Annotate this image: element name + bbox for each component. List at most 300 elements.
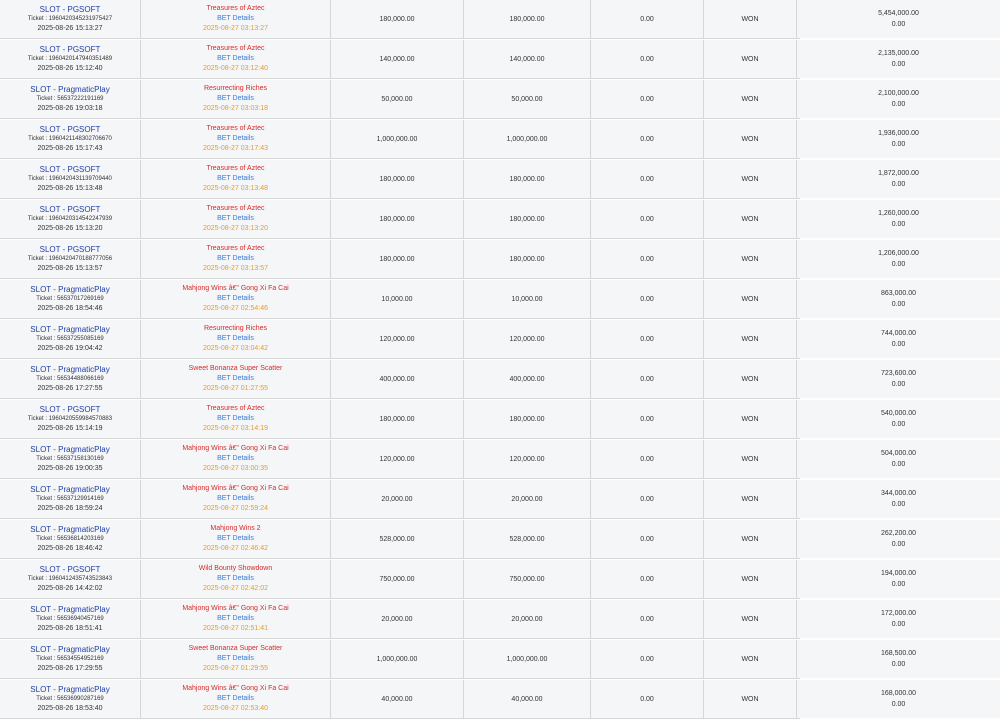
ticket-number: Ticket : 56536940457169 <box>36 615 104 622</box>
provider-link[interactable]: SLOT - PragmaticPlay <box>30 524 110 534</box>
bet-details-link[interactable]: BET Details <box>217 495 254 502</box>
bet-amount-cell <box>331 560 464 598</box>
game-name: Mahjong Wins â€" Gong Xi Fa Cai <box>182 445 289 452</box>
valid-amount: 120,000.00 <box>509 335 545 343</box>
valid-amount: 400,000.00 <box>509 375 545 383</box>
game-cell <box>141 680 331 718</box>
bet-date: 2025-08-26 15:13:27 <box>37 24 103 32</box>
bet-date: 2025-08-26 18:51:41 <box>37 624 103 632</box>
bet-amount: 180,000.00 <box>379 215 415 223</box>
game-name: Mahjong Wins â€" Gong Xi Fa Cai <box>182 485 289 492</box>
bet-amount-cell <box>331 120 464 158</box>
valid-amount: 1,000,000.00 <box>506 655 548 663</box>
win-sub-amount: 0.00 <box>891 221 906 228</box>
bet-amount: 10,000.00 <box>381 295 413 303</box>
win-amount: 1,206,000.00 <box>878 250 919 257</box>
bet-amount: 180,000.00 <box>379 255 415 263</box>
provider-cell <box>0 600 141 638</box>
bet-date: 2025-08-26 15:14:19 <box>37 424 103 432</box>
provider-link[interactable]: SLOT - PragmaticPlay <box>30 684 110 694</box>
win-amount: 262,200.00 <box>880 530 917 537</box>
provider-cell <box>0 200 141 238</box>
valid-amount-cell <box>464 40 591 78</box>
valid-amount-cell <box>464 360 591 398</box>
status-cell <box>704 400 797 438</box>
commission-cell <box>591 640 704 678</box>
game-date: 2025-08-27 03:12:40 <box>203 65 268 72</box>
valid-amount: 140,000.00 <box>509 55 545 63</box>
win-amount: 723,600.00 <box>880 370 917 377</box>
bet-amount: 40,000.00 <box>381 695 413 703</box>
status-cell <box>704 280 797 318</box>
valid-amount-cell <box>464 600 591 638</box>
commission-amount: 0.00 <box>640 375 654 383</box>
valid-amount-cell <box>464 240 591 278</box>
win-sub-amount: 0.00 <box>891 181 906 188</box>
win-amount: 2,100,000.00 <box>878 90 919 97</box>
provider-cell <box>0 280 141 318</box>
game-cell <box>141 120 331 158</box>
game-date: 2025-08-27 01:27:55 <box>203 385 268 392</box>
bet-amount: 180,000.00 <box>379 175 415 183</box>
game-name: Wild Bounty Showdown <box>198 565 273 572</box>
provider-cell <box>0 520 141 558</box>
bet-date: 2025-08-26 15:17:43 <box>37 144 103 152</box>
commission-cell <box>591 0 704 38</box>
bet-details-link[interactable]: BET Details <box>217 535 254 542</box>
bet-amount: 528,000.00 <box>379 535 415 543</box>
win-cell <box>797 160 1000 198</box>
table-row <box>0 600 917 639</box>
bet-details-link[interactable]: BET Details <box>217 295 254 302</box>
win-sub-amount: 0.00 <box>891 381 906 388</box>
table-row <box>0 320 917 359</box>
bet-amount-cell <box>331 440 464 478</box>
valid-amount: 750,000.00 <box>509 575 545 583</box>
win-amount: 1,936,000.00 <box>878 130 919 137</box>
bet-details-link[interactable]: BET Details <box>217 175 254 182</box>
ticket-number: Ticket : 1960420147940351489 <box>27 55 113 62</box>
valid-amount: 50,000.00 <box>511 95 543 103</box>
game-cell <box>141 80 331 118</box>
status-badge: WON <box>741 415 759 423</box>
win-sub-amount: 0.00 <box>891 461 906 468</box>
provider-link[interactable]: SLOT - PragmaticPlay <box>30 444 110 454</box>
game-name: Treasures of Aztec <box>206 45 265 52</box>
table-row <box>0 200 919 239</box>
game-date: 2025-08-27 02:53:40 <box>203 705 268 712</box>
game-cell <box>141 480 331 518</box>
commission-cell <box>591 160 704 198</box>
table-row <box>0 640 917 679</box>
game-date: 2025-08-27 02:54:46 <box>203 305 268 312</box>
win-amount: 168,500.00 <box>880 650 917 657</box>
win-cell <box>797 480 1000 518</box>
win-amount: 504,000.00 <box>880 450 917 457</box>
bet-date: 2025-08-26 18:46:42 <box>37 544 103 552</box>
table-row <box>0 440 917 479</box>
bet-amount: 750,000.00 <box>379 575 415 583</box>
provider-link[interactable]: SLOT - PGSOFT <box>39 4 101 14</box>
provider-link[interactable]: SLOT - PragmaticPlay <box>30 484 110 494</box>
commission-amount: 0.00 <box>640 15 654 23</box>
status-cell <box>704 320 797 358</box>
commission-cell <box>591 40 704 78</box>
bet-details-link[interactable]: BET Details <box>217 215 254 222</box>
game-name: Treasures of Aztec <box>206 245 265 252</box>
status-cell <box>704 480 797 518</box>
status-badge: WON <box>741 495 759 503</box>
valid-amount: 180,000.00 <box>509 175 545 183</box>
game-name: Treasures of Aztec <box>206 205 265 212</box>
provider-cell <box>0 360 141 398</box>
win-cell <box>797 40 1000 78</box>
game-name: Mahjong Wins â€" Gong Xi Fa Cai <box>182 685 289 692</box>
ticket-number: Ticket : 1960420314542247939 <box>27 215 113 222</box>
table-row <box>0 240 919 279</box>
bet-amount-cell <box>331 400 464 438</box>
commission-cell <box>591 80 704 118</box>
status-cell <box>704 440 797 478</box>
ticket-number: Ticket : 56537255085169 <box>36 335 104 342</box>
commission-cell <box>591 240 704 278</box>
valid-amount: 20,000.00 <box>511 615 543 623</box>
provider-link[interactable]: SLOT - PGSOFT <box>39 244 101 254</box>
commission-cell <box>591 320 704 358</box>
bet-details-link[interactable]: BET Details <box>217 135 254 142</box>
status-badge: WON <box>741 535 759 543</box>
valid-amount-cell <box>464 480 591 518</box>
status-badge: WON <box>741 255 759 263</box>
provider-link[interactable]: SLOT - PragmaticPlay <box>30 84 110 94</box>
commission-cell <box>591 680 704 718</box>
valid-amount-cell <box>464 520 591 558</box>
bet-amount-cell <box>331 640 464 678</box>
commission-cell <box>591 360 704 398</box>
status-badge: WON <box>741 55 759 63</box>
bet-amount: 1,000,000.00 <box>376 655 418 663</box>
provider-link[interactable]: SLOT - PGSOFT <box>39 44 101 54</box>
bet-amount-cell <box>331 40 464 78</box>
valid-amount-cell <box>464 280 591 318</box>
win-sub-amount: 0.00 <box>891 61 906 68</box>
game-name: Resurrecting Riches <box>203 325 268 332</box>
win-amount: 2,135,000.00 <box>878 50 919 57</box>
game-name: Mahjong Wins â€" Gong Xi Fa Cai <box>182 285 289 292</box>
table-row <box>0 160 919 199</box>
ticket-number: Ticket : 56537129914169 <box>36 495 104 502</box>
valid-amount: 10,000.00 <box>511 295 543 303</box>
valid-amount: 20,000.00 <box>511 495 543 503</box>
bet-amount-cell <box>331 480 464 518</box>
bet-details-link[interactable]: BET Details <box>217 95 254 102</box>
provider-cell <box>0 240 141 278</box>
provider-cell <box>0 680 141 718</box>
commission-amount: 0.00 <box>640 295 654 303</box>
valid-amount: 180,000.00 <box>509 255 545 263</box>
win-sub-amount: 0.00 <box>891 101 906 108</box>
game-cell <box>141 600 331 638</box>
win-cell <box>797 520 1000 558</box>
bet-details-link[interactable]: BET Details <box>217 15 254 22</box>
game-name: Treasures of Aztec <box>206 165 265 172</box>
win-sub-amount: 0.00 <box>891 301 906 308</box>
commission-cell <box>591 560 704 598</box>
game-name: Treasures of Aztec <box>206 405 265 412</box>
status-badge: WON <box>741 615 759 623</box>
valid-amount-cell <box>464 440 591 478</box>
game-cell <box>141 400 331 438</box>
game-date: 2025-08-27 03:13:48 <box>203 185 268 192</box>
table-row <box>0 480 917 519</box>
win-sub-amount: 0.00 <box>891 541 906 548</box>
ticket-number: Ticket : 56534554952169 <box>36 655 104 662</box>
provider-link[interactable]: SLOT - PGSOFT <box>39 204 101 214</box>
commission-amount: 0.00 <box>640 175 654 183</box>
bet-amount-cell <box>331 600 464 638</box>
ticket-number: Ticket : 1960420559984570883 <box>27 415 113 422</box>
bet-details-link[interactable]: BET Details <box>217 415 254 422</box>
status-badge: WON <box>741 15 759 23</box>
provider-link[interactable]: SLOT - PGSOFT <box>39 404 101 414</box>
bet-date: 2025-08-26 19:00:35 <box>37 464 103 472</box>
bet-details-link[interactable]: BET Details <box>217 615 254 622</box>
status-cell <box>704 600 797 638</box>
win-cell <box>797 400 1000 438</box>
provider-link[interactable]: SLOT - PGSOFT <box>39 124 101 134</box>
win-cell <box>797 320 1000 358</box>
game-name: Treasures of Aztec <box>206 125 265 132</box>
commission-amount: 0.00 <box>640 255 654 263</box>
status-cell <box>704 160 797 198</box>
valid-amount-cell <box>464 0 591 38</box>
table-row <box>0 520 917 559</box>
status-cell <box>704 560 797 598</box>
provider-cell <box>0 120 141 158</box>
valid-amount-cell <box>464 200 591 238</box>
commission-cell <box>591 600 704 638</box>
game-date: 2025-08-27 02:46:42 <box>203 545 268 552</box>
game-cell <box>141 240 331 278</box>
valid-amount: 120,000.00 <box>509 455 545 463</box>
commission-cell <box>591 200 704 238</box>
table-row <box>0 400 917 439</box>
commission-cell <box>591 280 704 318</box>
valid-amount-cell <box>464 120 591 158</box>
table-row <box>0 0 919 39</box>
status-badge: WON <box>741 575 759 583</box>
provider-cell <box>0 640 141 678</box>
bet-amount: 400,000.00 <box>379 375 415 383</box>
win-cell <box>797 640 1000 678</box>
game-date: 2025-08-27 03:13:57 <box>203 265 268 272</box>
game-date: 2025-08-27 03:14:19 <box>203 425 268 432</box>
bet-details-link[interactable]: BET Details <box>217 375 254 382</box>
provider-cell <box>0 480 141 518</box>
ticket-number: Ticket : 56534488066169 <box>36 375 104 382</box>
table-row <box>0 560 917 599</box>
win-amount: 744,000.00 <box>880 330 917 337</box>
status-cell <box>704 520 797 558</box>
valid-amount-cell <box>464 640 591 678</box>
valid-amount: 528,000.00 <box>509 535 545 543</box>
win-sub-amount: 0.00 <box>891 621 906 628</box>
win-amount: 172,000.00 <box>880 610 917 617</box>
bet-amount: 50,000.00 <box>381 95 413 103</box>
game-name: Sweet Bonanza Super Scatter <box>188 645 283 652</box>
provider-link[interactable]: SLOT - PragmaticPlay <box>30 364 110 374</box>
valid-amount: 1,000,000.00 <box>506 135 548 143</box>
win-sub-amount: 0.00 <box>891 141 906 148</box>
bet-date: 2025-08-26 17:27:55 <box>37 384 103 392</box>
valid-amount-cell <box>464 680 591 718</box>
provider-link[interactable]: SLOT - PragmaticPlay <box>30 644 110 654</box>
bet-date: 2025-08-26 15:12:40 <box>37 64 103 72</box>
game-date: 2025-08-27 03:04:42 <box>203 345 268 352</box>
ticket-number: Ticket : 56537222191169 <box>36 95 104 102</box>
commission-amount: 0.00 <box>640 415 654 423</box>
bet-amount-cell <box>331 0 464 38</box>
bet-amount-cell <box>331 80 464 118</box>
commission-amount: 0.00 <box>640 575 654 583</box>
provider-cell <box>0 560 141 598</box>
win-cell <box>797 120 1000 158</box>
table-row <box>0 80 919 119</box>
status-cell <box>704 680 797 718</box>
game-cell <box>141 280 331 318</box>
bet-details-link[interactable]: BET Details <box>217 55 254 62</box>
win-amount: 863,000.00 <box>880 290 917 297</box>
status-cell <box>704 120 797 158</box>
provider-cell <box>0 80 141 118</box>
provider-link[interactable]: SLOT - PGSOFT <box>39 564 101 574</box>
game-date: 2025-08-27 03:13:27 <box>203 25 268 32</box>
provider-link[interactable]: SLOT - PragmaticPlay <box>30 604 110 614</box>
bet-details-link[interactable]: BET Details <box>217 335 254 342</box>
provider-link[interactable]: SLOT - PragmaticPlay <box>30 324 110 334</box>
ticket-number: Ticket : 1960420345231975427 <box>27 15 113 22</box>
status-badge: WON <box>741 175 759 183</box>
win-amount: 1,260,000.00 <box>878 210 919 217</box>
status-cell <box>704 80 797 118</box>
bet-details-link[interactable]: BET Details <box>217 655 254 662</box>
bet-amount-cell <box>331 160 464 198</box>
bet-amount-cell <box>331 240 464 278</box>
commission-amount: 0.00 <box>640 135 654 143</box>
provider-cell <box>0 320 141 358</box>
commission-cell <box>591 520 704 558</box>
win-sub-amount: 0.00 <box>891 341 906 348</box>
bet-amount: 1,000,000.00 <box>376 135 418 143</box>
provider-cell <box>0 440 141 478</box>
valid-amount: 180,000.00 <box>509 15 545 23</box>
game-date: 2025-08-27 03:17:43 <box>203 145 268 152</box>
commission-amount: 0.00 <box>640 655 654 663</box>
valid-amount: 180,000.00 <box>509 415 545 423</box>
game-cell <box>141 640 331 678</box>
bet-amount: 120,000.00 <box>379 455 415 463</box>
game-name: Mahjong Wins â€" Gong Xi Fa Cai <box>182 605 289 612</box>
win-cell <box>797 200 1000 238</box>
game-cell <box>141 40 331 78</box>
bet-amount-cell <box>331 360 464 398</box>
status-badge: WON <box>741 95 759 103</box>
win-amount: 5,454,000.00 <box>878 10 919 17</box>
win-cell <box>797 600 1000 638</box>
valid-amount-cell <box>464 160 591 198</box>
bet-date: 2025-08-26 18:59:24 <box>37 504 103 512</box>
game-cell <box>141 320 331 358</box>
win-amount: 344,000.00 <box>880 490 917 497</box>
valid-amount-cell <box>464 320 591 358</box>
provider-link[interactable]: SLOT - PragmaticPlay <box>30 284 110 294</box>
bet-date: 2025-08-26 18:53:40 <box>37 704 103 712</box>
commission-amount: 0.00 <box>640 455 654 463</box>
status-badge: WON <box>741 135 759 143</box>
bet-amount-cell <box>331 200 464 238</box>
valid-amount-cell <box>464 400 591 438</box>
bet-amount: 20,000.00 <box>381 615 413 623</box>
bet-date: 2025-08-26 15:13:48 <box>37 184 103 192</box>
ticket-number: Ticket : 1960420470188777056 <box>27 255 113 262</box>
provider-cell <box>0 40 141 78</box>
table-row <box>0 360 917 399</box>
game-name: Resurrecting Riches <box>203 85 268 92</box>
game-cell <box>141 160 331 198</box>
bet-details-link[interactable]: BET Details <box>217 695 254 702</box>
game-date: 2025-08-27 03:03:18 <box>203 105 268 112</box>
game-date: 2025-08-27 03:13:20 <box>203 225 268 232</box>
bet-details-link[interactable]: BET Details <box>217 575 254 582</box>
bet-date: 2025-08-26 17:29:55 <box>37 664 103 672</box>
commission-amount: 0.00 <box>640 335 654 343</box>
win-sub-amount: 0.00 <box>891 701 906 708</box>
ticket-number: Ticket : 56537017269169 <box>36 295 104 302</box>
ticket-number: Ticket : 1960412435743523843 <box>27 575 113 582</box>
commission-amount: 0.00 <box>640 495 654 503</box>
status-cell <box>704 360 797 398</box>
bet-amount: 140,000.00 <box>379 55 415 63</box>
win-amount: 1,872,000.00 <box>878 170 919 177</box>
win-amount: 168,000.00 <box>880 690 917 697</box>
bet-details-link[interactable]: BET Details <box>217 255 254 262</box>
win-amount: 194,000.00 <box>880 570 917 577</box>
win-sub-amount: 0.00 <box>891 581 906 588</box>
commission-amount: 0.00 <box>640 215 654 223</box>
ticket-number: Ticket : 1960421148302706670 <box>28 135 112 142</box>
valid-amount: 180,000.00 <box>509 215 545 223</box>
valid-amount-cell <box>464 80 591 118</box>
status-badge: WON <box>741 455 759 463</box>
provider-link[interactable]: SLOT - PGSOFT <box>39 164 101 174</box>
status-badge: WON <box>741 335 759 343</box>
win-cell <box>797 240 1000 278</box>
table-row <box>0 280 917 319</box>
commission-amount: 0.00 <box>640 55 654 63</box>
commission-cell <box>591 400 704 438</box>
game-name: Sweet Bonanza Super Scatter <box>188 365 283 372</box>
win-cell <box>797 280 1000 318</box>
win-cell <box>797 440 1000 478</box>
status-badge: WON <box>741 215 759 223</box>
bet-details-link[interactable]: BET Details <box>217 455 254 462</box>
bet-amount: 20,000.00 <box>381 495 413 503</box>
game-name: Treasures of Aztec <box>206 5 265 12</box>
commission-amount: 0.00 <box>640 95 654 103</box>
game-cell <box>141 200 331 238</box>
table-row <box>0 680 917 719</box>
win-cell <box>797 360 1000 398</box>
